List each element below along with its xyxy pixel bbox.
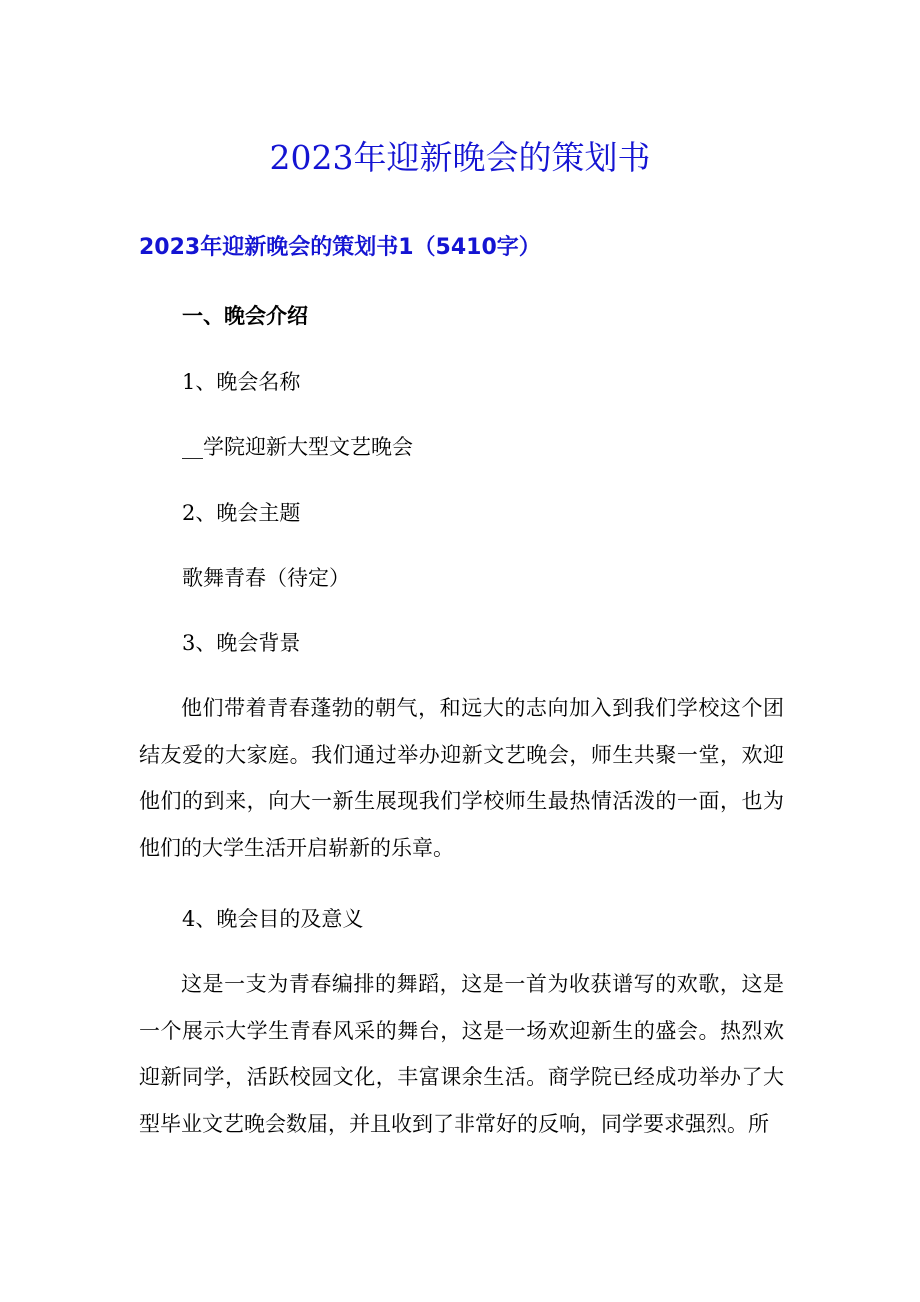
item-value-theme: 歌舞青春（待定） [182,566,350,590]
item-label-name: 1、晚会名称 [182,370,301,394]
paragraph-purpose: 这是一支为青春编排的舞蹈，这是一首为收获谱写的欢歌，这是一个展示大学生青春风采的舞台，这是一场欢迎新生的盛会。热烈欢迎新同学，活跃校园文化，丰富课余生活。商学院已经成功举办了大型毕业文艺晚会数届，并且收到了非常好的反响，同学要求强烈。所 [139,972,784,1136]
paragraph-background: 他们带着青春蓬勃的朝气，和远大的志向加入到我们学校这个团结友爱的大家庭。我们通过举办迎新文艺晚会，师生共聚一堂，欢迎他们的到来，向大一新生展现我们学校师生最热情活泼的一面，也为他们的大学生活开启崭新的乐章。 [139,696,784,860]
section-heading-introduction: 一、晚会介绍 [182,303,308,328]
document-title: 2023年迎新晚会的策划书 [269,138,651,177]
item-label-theme: 2、晚会主题 [182,501,301,525]
item-label-background: 3、晚会背景 [182,631,301,655]
document-subtitle: 2023年迎新晚会的策划书1（5410字） [139,235,541,260]
item-label-purpose: 4、晚会目的及意义 [182,907,364,931]
item-value-name: __学院迎新大型文艺晚会 [182,435,413,459]
